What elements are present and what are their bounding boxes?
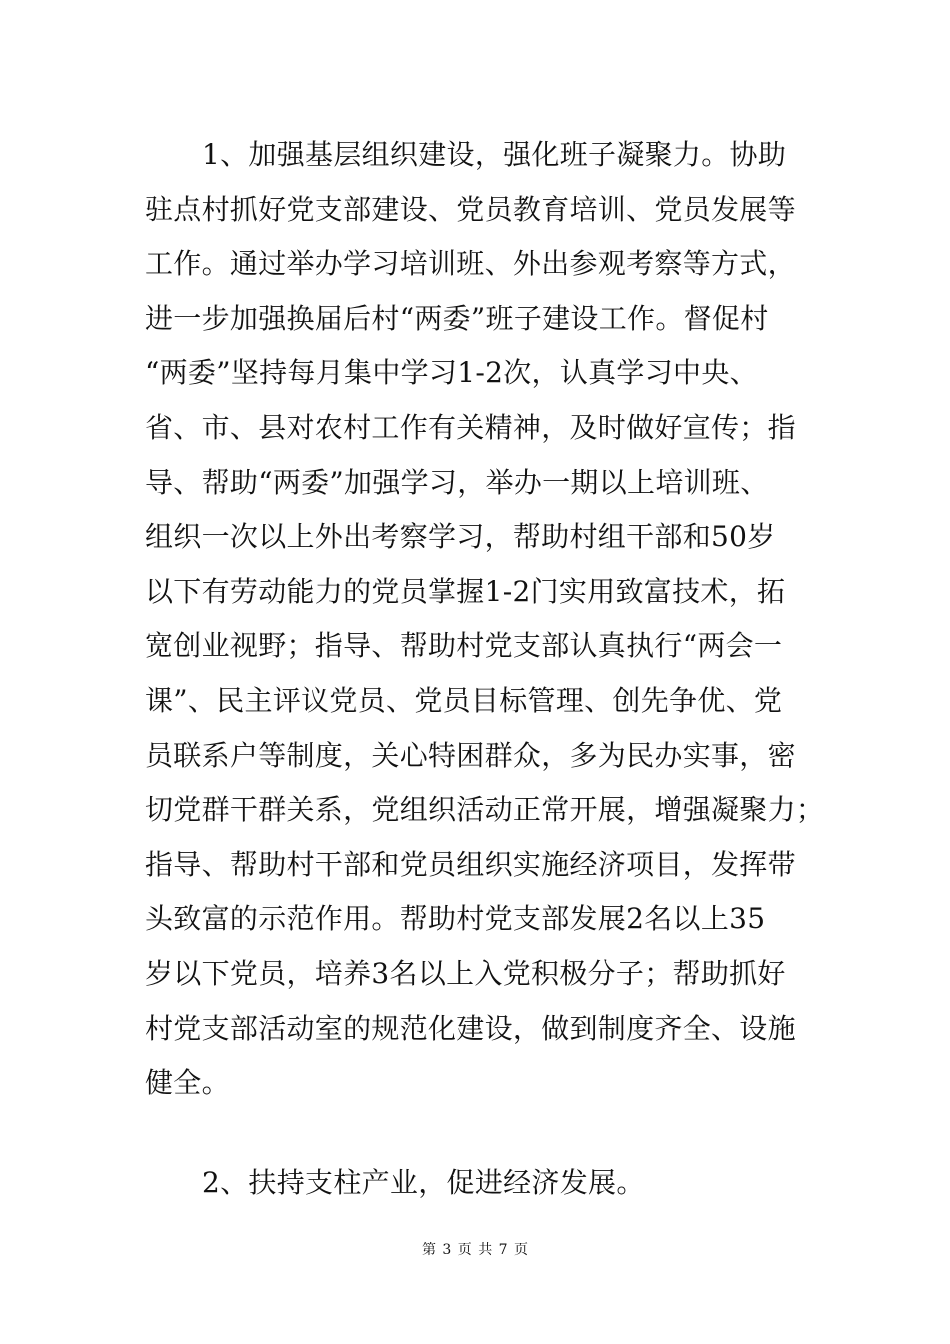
text-line: 导、帮助“两委”加强学习，举办一期以上培训班、	[145, 465, 769, 499]
text-line: 驻点村抓好党支部建设、党员教育培训、党员发展等	[145, 192, 796, 226]
text-line: “两委”坚持每月集中学习1-2次，认真学习中央、	[145, 356, 758, 390]
text-line: 组织一次以上外出考察学习，帮助村组干部和50岁	[145, 520, 776, 554]
text-line: 村党支部活动室的规范化建设，做到制度齐全、设施	[145, 1011, 796, 1045]
text-line: 头致富的示范作用。帮助村党支部发展2名以上35	[145, 902, 766, 936]
text-line: 1、加强基层组织建设，强化班子凝聚力。协助	[202, 138, 787, 171]
text-line: 宽创业视野；指导、帮助村党支部认真执行“两会一	[145, 629, 783, 663]
text-line: 进一步加强换届后村“两委”班子建设工作。督促村	[145, 301, 769, 335]
text-line: 省、市、县对农村工作有关精神，及时做好宣传；指	[145, 410, 796, 444]
text-line: 指导、帮助村干部和党员组织实施经济项目，发挥带	[145, 847, 796, 881]
text-line: 以下有劳动能力的党员掌握1-2门实用致富技术，拓	[145, 574, 786, 608]
text-line: 岁以下党员，培养3名以上入党积极分子；帮助抓好	[145, 956, 786, 990]
paragraph-1	[145, 128, 825, 1111]
page-footer: 第 3 页 共 7 页	[421, 1242, 529, 1258]
text-line: 健全。	[145, 1066, 230, 1100]
text-line: 课”、民主评议党员、党员目标管理、创先争优、党	[145, 683, 783, 717]
text-line: 切党群干群关系，党组织活动正常开展，增强凝聚力；	[145, 793, 825, 827]
text-line: 工作。通过举办学习培训班、外出参观考察等方式，	[145, 247, 796, 281]
text-line: 员联系户等制度，关心特困群众，多为民办实事，密	[145, 738, 796, 772]
paragraph-2: 2、扶持支柱产业，促进经济发展。	[202, 1166, 645, 1199]
